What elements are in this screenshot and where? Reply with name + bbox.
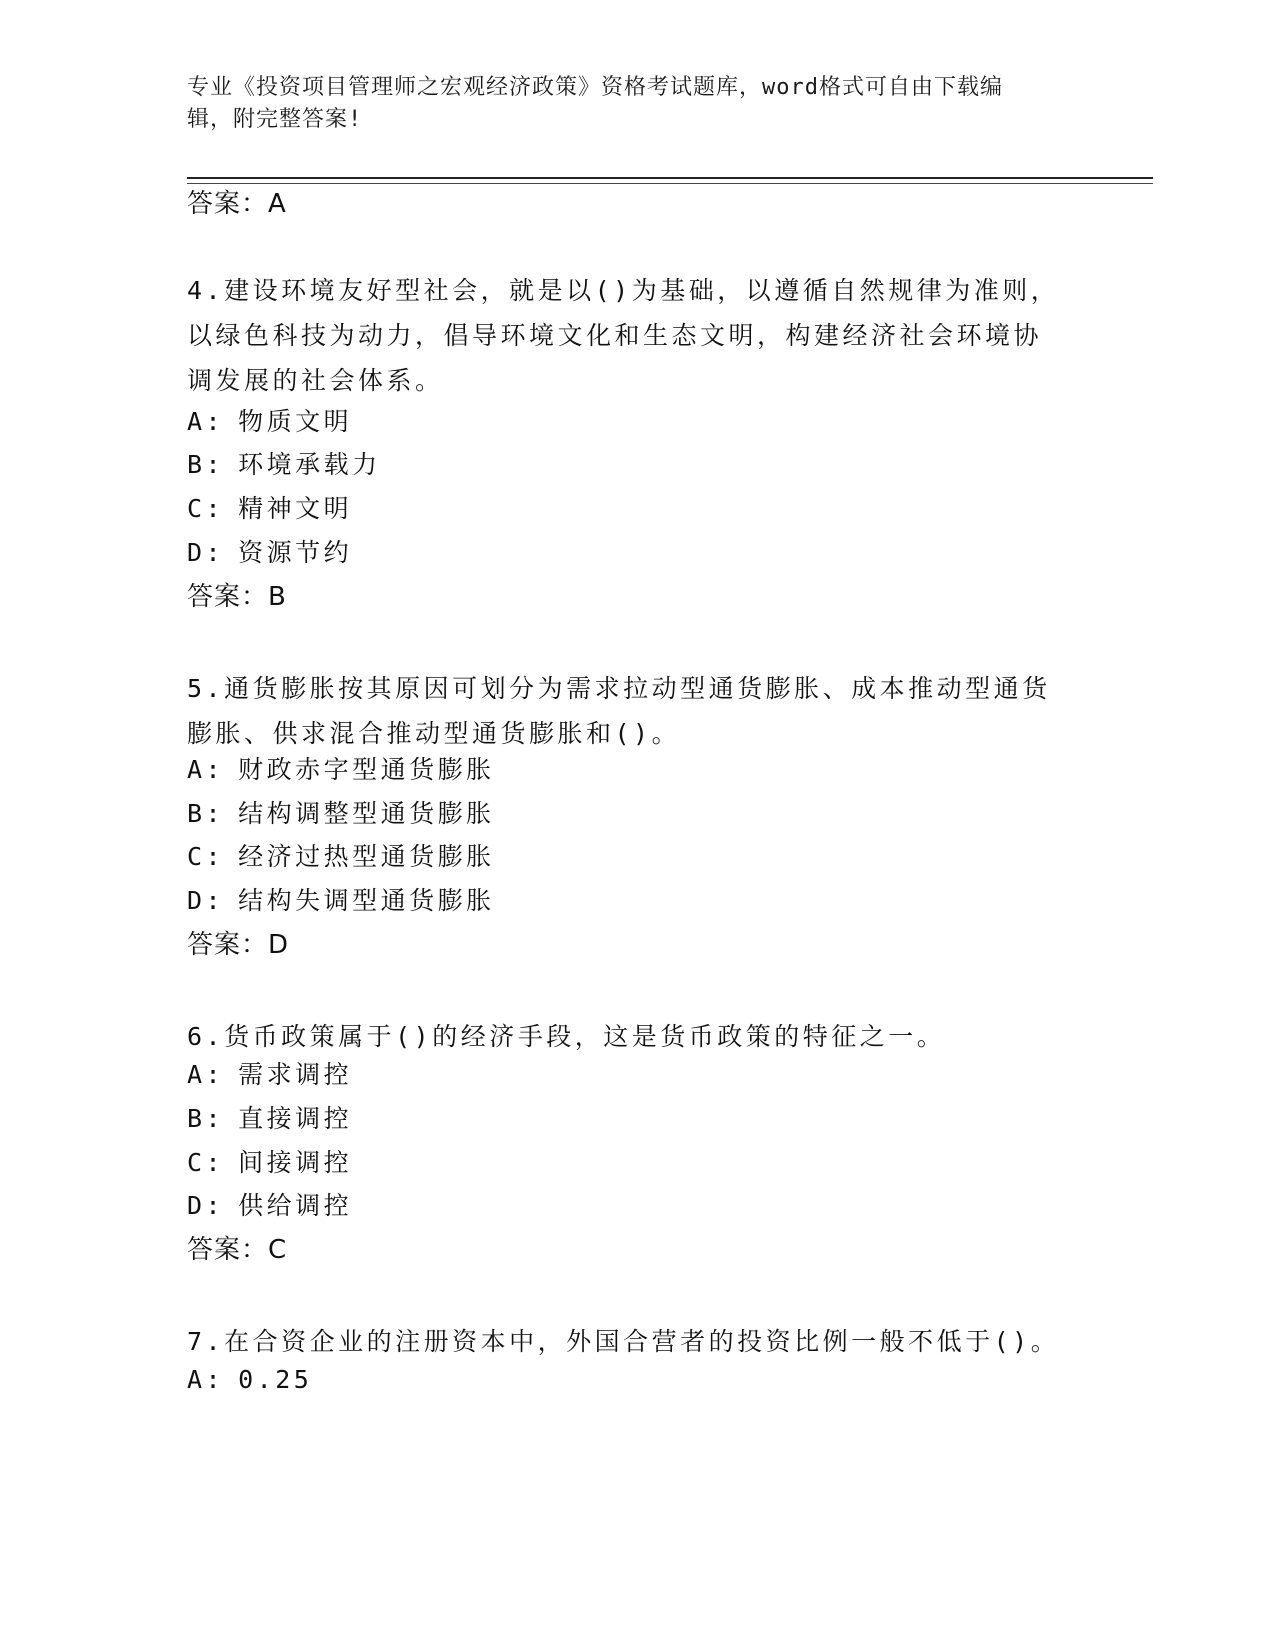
question-7-option-a — [187, 1363, 312, 1397]
option-key: A: — [187, 407, 225, 436]
option-key: D: — [187, 1191, 225, 1220]
question-6-option-a — [187, 1058, 352, 1092]
option-key: C: — [187, 842, 225, 871]
question-4-option-d — [187, 536, 352, 570]
option-text: 精神文明 — [238, 494, 353, 523]
question-5-stem-line: 膨胀、供求混合推动型通货膨胀和()。 — [187, 719, 681, 748]
option-key: B: — [187, 450, 225, 479]
question-5-option-c — [187, 840, 495, 874]
option-text: 供给调控 — [238, 1191, 353, 1220]
option-key: C: — [187, 1148, 225, 1177]
option-key: A: — [187, 1060, 225, 1089]
question-5-stem — [187, 666, 1067, 756]
question-6-stem — [187, 1014, 1067, 1059]
question-4-option-a — [187, 405, 352, 439]
question-6-stem-line: 6.货币政策属于()的经济手段，这是货币政策的特征之一。 — [187, 1022, 946, 1051]
document-header — [187, 72, 1087, 136]
question-6-option-d — [187, 1189, 352, 1223]
question-4-option-c — [187, 492, 352, 526]
option-text: 0.25 — [238, 1365, 313, 1394]
option-text: 需求调控 — [238, 1060, 353, 1089]
option-text: 直接调控 — [238, 1104, 353, 1133]
answer-q5: 答案：D — [187, 930, 290, 960]
option-key: A: — [187, 755, 225, 784]
question-5-stem-line: 5.通货膨胀按其原因可划分为需求拉动型通货膨胀、成本推动型通货 — [187, 674, 1051, 703]
option-text: 间接调控 — [238, 1148, 353, 1177]
option-key: D: — [187, 538, 225, 567]
question-5-option-a — [187, 753, 495, 787]
answer-q6: 答案：C — [187, 1235, 288, 1265]
option-text: 经济过热型通货膨胀 — [238, 842, 495, 871]
header-line-2: 辑，附完整答案! — [187, 107, 363, 132]
option-key: B: — [187, 1104, 225, 1133]
option-key: D: — [187, 886, 225, 915]
option-text: 物质文明 — [238, 407, 353, 436]
question-5-option-b — [187, 797, 495, 831]
question-4-stem-line: 4.建设环境友好型社会，就是以()为基础，以遵循自然规律为准则， — [187, 276, 1060, 305]
option-text: 结构调整型通货膨胀 — [238, 799, 495, 828]
question-4-option-b — [187, 448, 381, 482]
question-5-option-d — [187, 884, 495, 918]
answer-q3: 答案：A — [187, 189, 287, 219]
question-4-stem — [187, 268, 1067, 403]
option-key: B: — [187, 799, 225, 828]
question-6-option-c — [187, 1146, 352, 1180]
option-text: 结构失调型通货膨胀 — [238, 886, 495, 915]
option-key: A: — [187, 1365, 225, 1394]
option-key: C: — [187, 494, 225, 523]
header-rule — [187, 177, 1153, 179]
question-7-stem — [187, 1319, 1067, 1364]
question-4-stem-line: 以绿色科技为动力，倡导环境文化和生态文明，构建经济社会环境协 — [187, 321, 1043, 350]
header-rule-thin — [187, 183, 1153, 184]
header-line-1: 专业《投资项目管理师之宏观经济政策》资格考试题库，word格式可自由下载编 — [187, 75, 1003, 100]
question-4-stem-line: 调发展的社会体系。 — [187, 366, 444, 395]
question-6-option-b — [187, 1102, 352, 1136]
option-text: 财政赤字型通货膨胀 — [238, 755, 495, 784]
option-text: 环境承载力 — [238, 450, 381, 479]
question-7-stem-line: 7.在合资企业的注册资本中，外国合营者的投资比例一般不低于()。 — [187, 1327, 1060, 1356]
answer-q4: 答案：B — [187, 582, 287, 612]
option-text: 资源节约 — [238, 538, 353, 567]
